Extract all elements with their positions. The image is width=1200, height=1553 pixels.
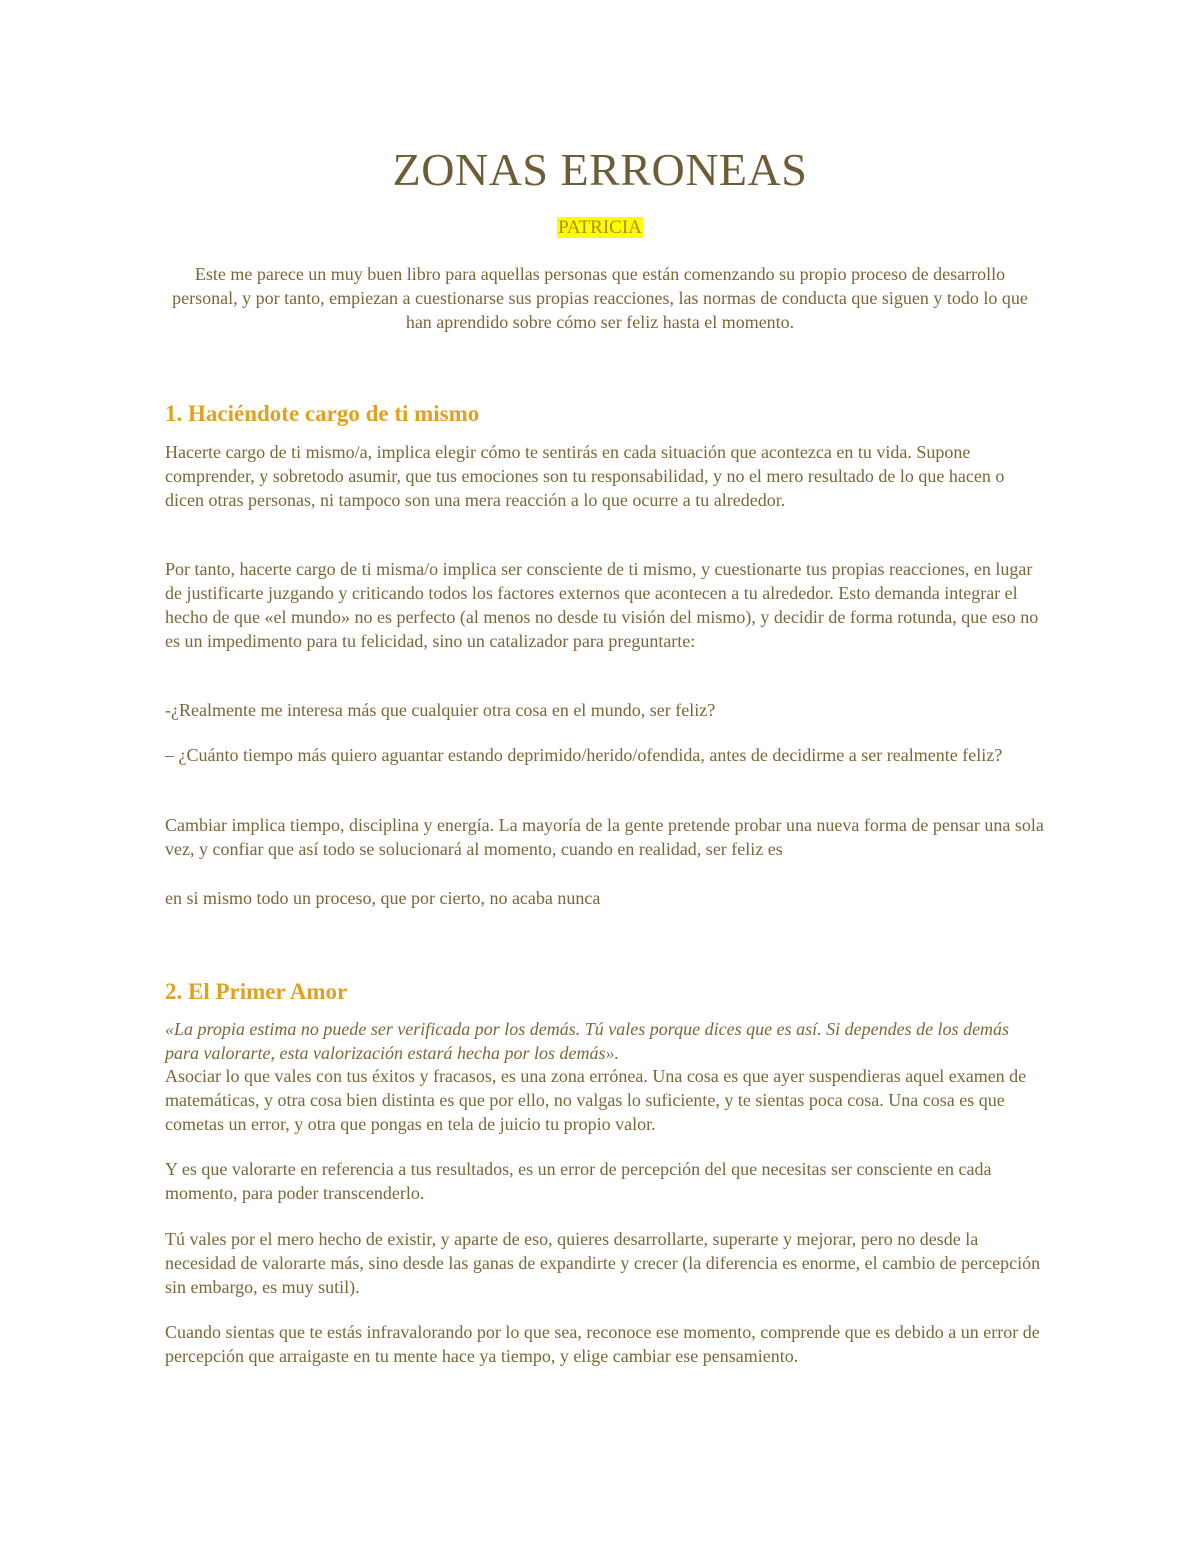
section-1-question: -¿Realmente me interesa más que cualquier otra cosa en el mundo, ser feliz? (165, 700, 716, 720)
section-2-paragraph: Cuando sientas que te estás infravalorando por lo que sea, reconoce ese momento, comprende que es debido a un error de percepción que arraigaste en tu mente hace ya tiempo, y elige cambiar ese pensamiento. (165, 1322, 1040, 1366)
section-1-paragraph: Cambiar implica tiempo, disciplina y energía. La mayoría de la gente pretende probar una nueva forma de pensar una sola vez, y confiar que así todo se solucionará al momento, cuando en realidad, ser feliz es (165, 815, 1044, 859)
section-1-paragraph: Por tanto, hacerte cargo de ti misma/o implica ser consciente de ti mismo, y cuestionarte tus propias reacciones, en lugar de justificarte juzgando y criticando todos los factores externos que acontecen a tu alrededor. Esto demanda integrar el hecho de que «el mundo» no es perfecto (al menos no desde tu visión del mismo), y decidir de forma rotunda, que eso no es un impedimento para tu felicidad, sino un catalizador para preguntarte: (165, 559, 1039, 651)
section-2-quote: «La propia estima no puede ser verificada por los demás. Tú vales porque dices que es así. Si dependes de los demás para valorarte, esta valorización estará hecha por los demás». (165, 1019, 1010, 1063)
section-2-heading: 2. El Primer Amor (165, 979, 348, 1004)
section-1-question: – ¿Cuánto tiempo más quiero aguantar estando deprimido/herido/ofendida, antes de decidirme a ser realmente feliz? (165, 745, 1003, 765)
author-name-highlighted: PATRICIA (558, 217, 642, 238)
section-1-paragraph: en si mismo todo un proceso, que por cierto, no acaba nunca (165, 888, 601, 908)
document-title: ZONAS ERRONEAS (392, 144, 808, 195)
section-2-paragraph: Asociar lo que vales con tus éxitos y fracasos, es una zona errónea. Una cosa es que ayer suspendieras aquel examen de matemáticas, y otra cosa bien distinta es que por ello, no valgas lo suficiente, y te sientas poca cosa. Una cosa es que cometas un error, y otra que pongas en tela de juicio tu propio valor. (165, 1066, 1027, 1134)
author-line (0, 216, 1200, 240)
section-1-heading: 1. Haciéndote cargo de ti mismo (165, 401, 480, 426)
section-1-paragraph: Hacerte cargo de ti mismo/a, implica elegir cómo te sentirás en cada situación que acontezca en tu vida. Supone comprender, y sobretodo asumir, que tus emociones son tu responsabilidad, y no el mero resultado de lo que hacen o dicen otras personas, ni tampoco son una mera reacción a lo que ocurre a tu alrededor. (165, 442, 1005, 510)
section-2-paragraph: Tú vales por el mero hecho de existir, y aparte de eso, quieres desarrollarte, superarte y mejorar, pero no desde la necesidad de valorarte más, sino desde las ganas de expandirte y crecer (la diferencia es enorme, el cambio de percepción sin embargo, es muy sutil). (165, 1229, 1041, 1297)
intro-paragraph: Este me parece un muy buen libro para aquellas personas que están comenzando su propio proceso de desarrollo personal, y por tanto, empiezan a cuestionarse sus propias reacciones, las normas de conducta que siguen y todo lo que han aprendido sobre cómo ser feliz hasta el momento. (172, 264, 1028, 332)
section-2-paragraph: Y es que valorarte en referencia a tus resultados, es un error de percepción del que necesitas ser consciente en cada momento, para poder transcenderlo. (165, 1159, 992, 1203)
